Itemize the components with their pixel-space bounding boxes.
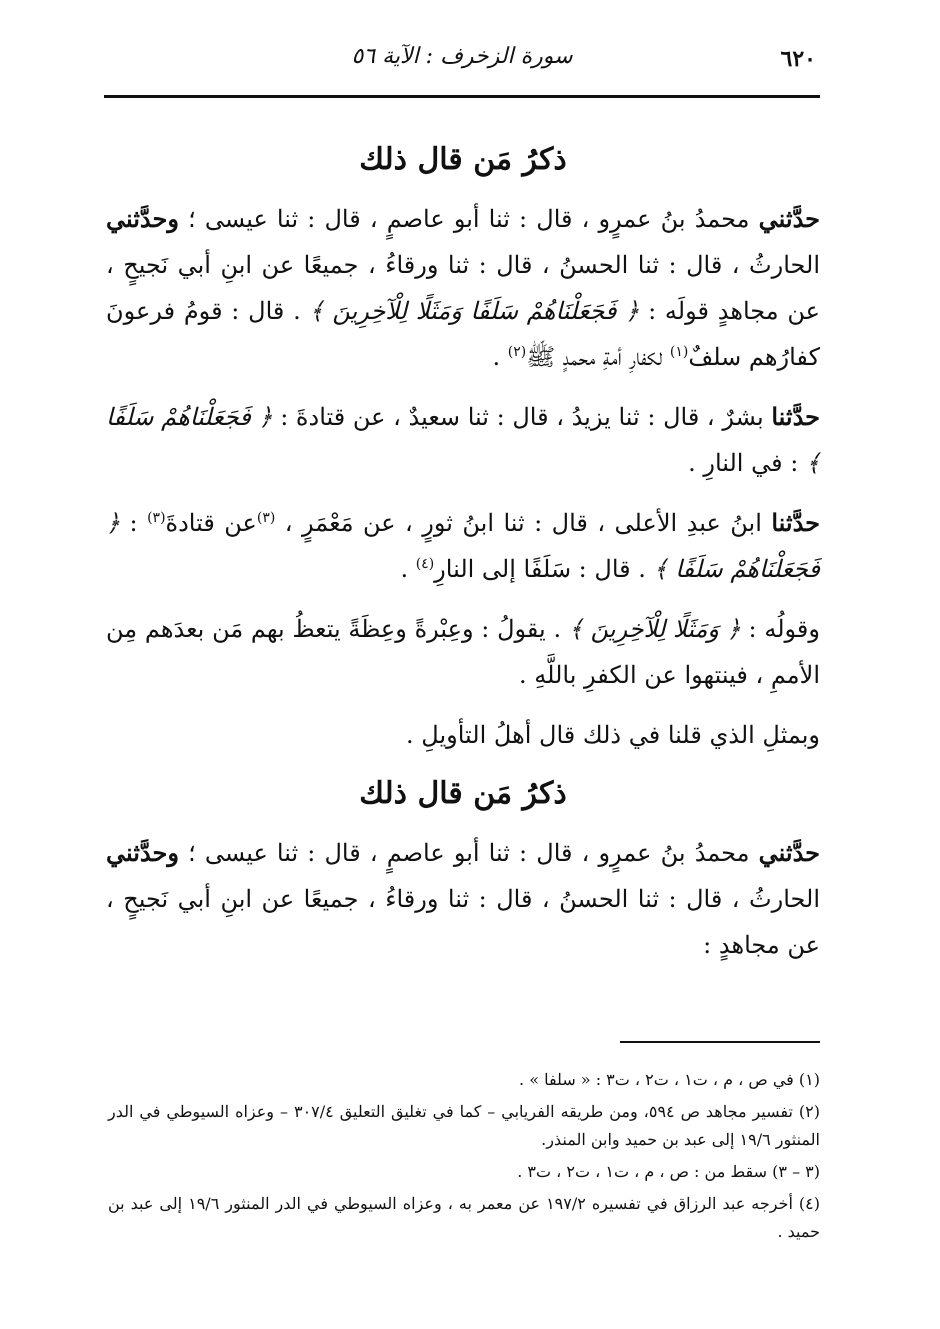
paragraph-text: . bbox=[400, 555, 416, 583]
page-number: ٦٢٠ bbox=[780, 46, 816, 72]
page-header bbox=[104, 38, 820, 88]
running-head: سورة الزخرف : الآية ٥٦ bbox=[351, 44, 573, 69]
footnote-4: (٤) أخرجه عبد الرزاق في تفسيره ١٩٧/٢ عن معمر به ، وعزاه السيوطي في الدر المنثور ١٩/٦ إلى عبد بن حميد . bbox=[108, 1194, 820, 1241]
narration-lead: وحدَّثني bbox=[106, 204, 179, 233]
paragraph-text: عن قتادةَ bbox=[165, 509, 257, 537]
quran-verse: ﴿ فَجَعَلْنَاهُمْ سَلَفًا ﴾ bbox=[106, 509, 820, 583]
paragraph-text: ابنُ عبدِ الأعلى ، قال : ثنا ابنُ ثورٍ ، عن مَعْمَرٍ ، bbox=[275, 509, 772, 537]
header-rule bbox=[104, 95, 820, 98]
paragraph-text: الحارثُ ، قال : ثنا الحسنُ ، قال : ثنا ورقاءُ ، جميعًا عن ابنِ أبي نَجيحٍ ، عن مجاهدٍ قولَه : bbox=[106, 251, 820, 325]
quran-verse: ﴿ فَجَعَلْنَاهُمْ سَلَفًا ﴾ bbox=[106, 403, 820, 477]
paragraph-text: الحارثُ ، قال : ثنا الحسنُ ، قال : ثنا ورقاءُ ، جميعًا عن ابنِ أبي نَجيحٍ ، عن مجاهدٍ : bbox=[106, 885, 820, 959]
main-text bbox=[106, 138, 820, 982]
paragraph-text: : في النارِ . bbox=[688, 449, 806, 477]
paragraph-3 bbox=[106, 500, 820, 592]
paragraph-text: . قال : سَلَفًا إلى النارِ bbox=[434, 555, 654, 583]
narration-lead: حدَّثنا bbox=[771, 508, 820, 537]
narration-lead: حدَّثني bbox=[758, 204, 820, 233]
paragraph-text: : bbox=[120, 509, 148, 537]
footnotes bbox=[108, 1066, 820, 1250]
footnote-ref: (٤) bbox=[415, 556, 435, 572]
footnote-rule bbox=[620, 1041, 820, 1043]
quran-verse: ﴿ فَجَعَلْنَاهُمْ سَلَفًا وَمَثَلًا لِلْآخِرِينَ ﴾ bbox=[309, 297, 640, 325]
paragraph-text: محمدُ بنُ عمرٍو ، قال : ثنا أبو عاصمٍ ، قال : ثنا عيسى ؛ bbox=[178, 839, 759, 867]
narration-lead: وحدَّثني bbox=[106, 838, 179, 867]
paragraph-1 bbox=[106, 196, 820, 380]
footnote-ref: (٣) bbox=[256, 510, 276, 526]
paragraph-text: محمدُ بنُ عمرٍو ، قال : ثنا أبو عاصمٍ ، قال : ثنا عيسى ؛ bbox=[178, 205, 759, 233]
paragraph-text: . قال : قومُ فرعونَ كفارُهم سلفٌ bbox=[106, 297, 820, 371]
paragraph-5: وبمثلِ الذي قلنا في ذلك قال أهلُ التأويلِ . bbox=[406, 721, 820, 749]
paragraph-6 bbox=[106, 830, 820, 968]
paragraph-text: وقولُه : bbox=[740, 615, 820, 643]
narration-lead: حدَّثنا bbox=[771, 402, 820, 431]
footnote-ref: (٢) bbox=[507, 344, 527, 360]
paragraph-text: . يقولُ : وعِبْرةً وعِظَةً يتعظُ بهم مَن بعدَهم مِن الأممِ ، فينتهوا عن الكفرِ باللَّهِ . bbox=[106, 615, 820, 689]
quran-verse: ﴿ وَمَثَلًا لِلْآخِرِينَ ﴾ bbox=[568, 615, 741, 643]
paragraph-2 bbox=[106, 394, 820, 486]
paragraph-text: لكفارِ أمةِ محمدٍ ﷺ bbox=[526, 343, 670, 371]
footnote-ref: (٣) bbox=[147, 510, 166, 526]
narration-lead: حدَّثني bbox=[758, 838, 820, 867]
paragraph-text: بشرٌ ، قال : ثنا يزيدُ ، قال : ثنا سعيدٌ ، عن قتادةَ : bbox=[272, 403, 772, 431]
footnote-3: (٣ – ٣) سقط من : ص ، م ، ت١ ، ت٢ ، ت٣ . bbox=[517, 1162, 820, 1181]
section-heading: ذكرُ مَن قال ذلك bbox=[359, 142, 567, 177]
paragraph-text: . bbox=[492, 343, 508, 371]
footnote-1: (١) في ص ، م ، ت١ ، ت٢ ، ت٣ : « سلفا » . bbox=[519, 1070, 820, 1089]
section-heading: ذكرُ مَن قال ذلك bbox=[359, 776, 567, 811]
footnote-ref: (١) bbox=[669, 344, 689, 360]
paragraph-4 bbox=[106, 606, 820, 698]
footnote-2: (٢) تفسير مجاهد ص ٥٩٤، ومن طريقه الفريابي – كما في تغليق التعليق ٣٠٧/٤ – وعزاه السيوطي في الدر المنثور ١٩/٦ إلى عبد بن حميد وابن المنذر. bbox=[108, 1102, 821, 1149]
